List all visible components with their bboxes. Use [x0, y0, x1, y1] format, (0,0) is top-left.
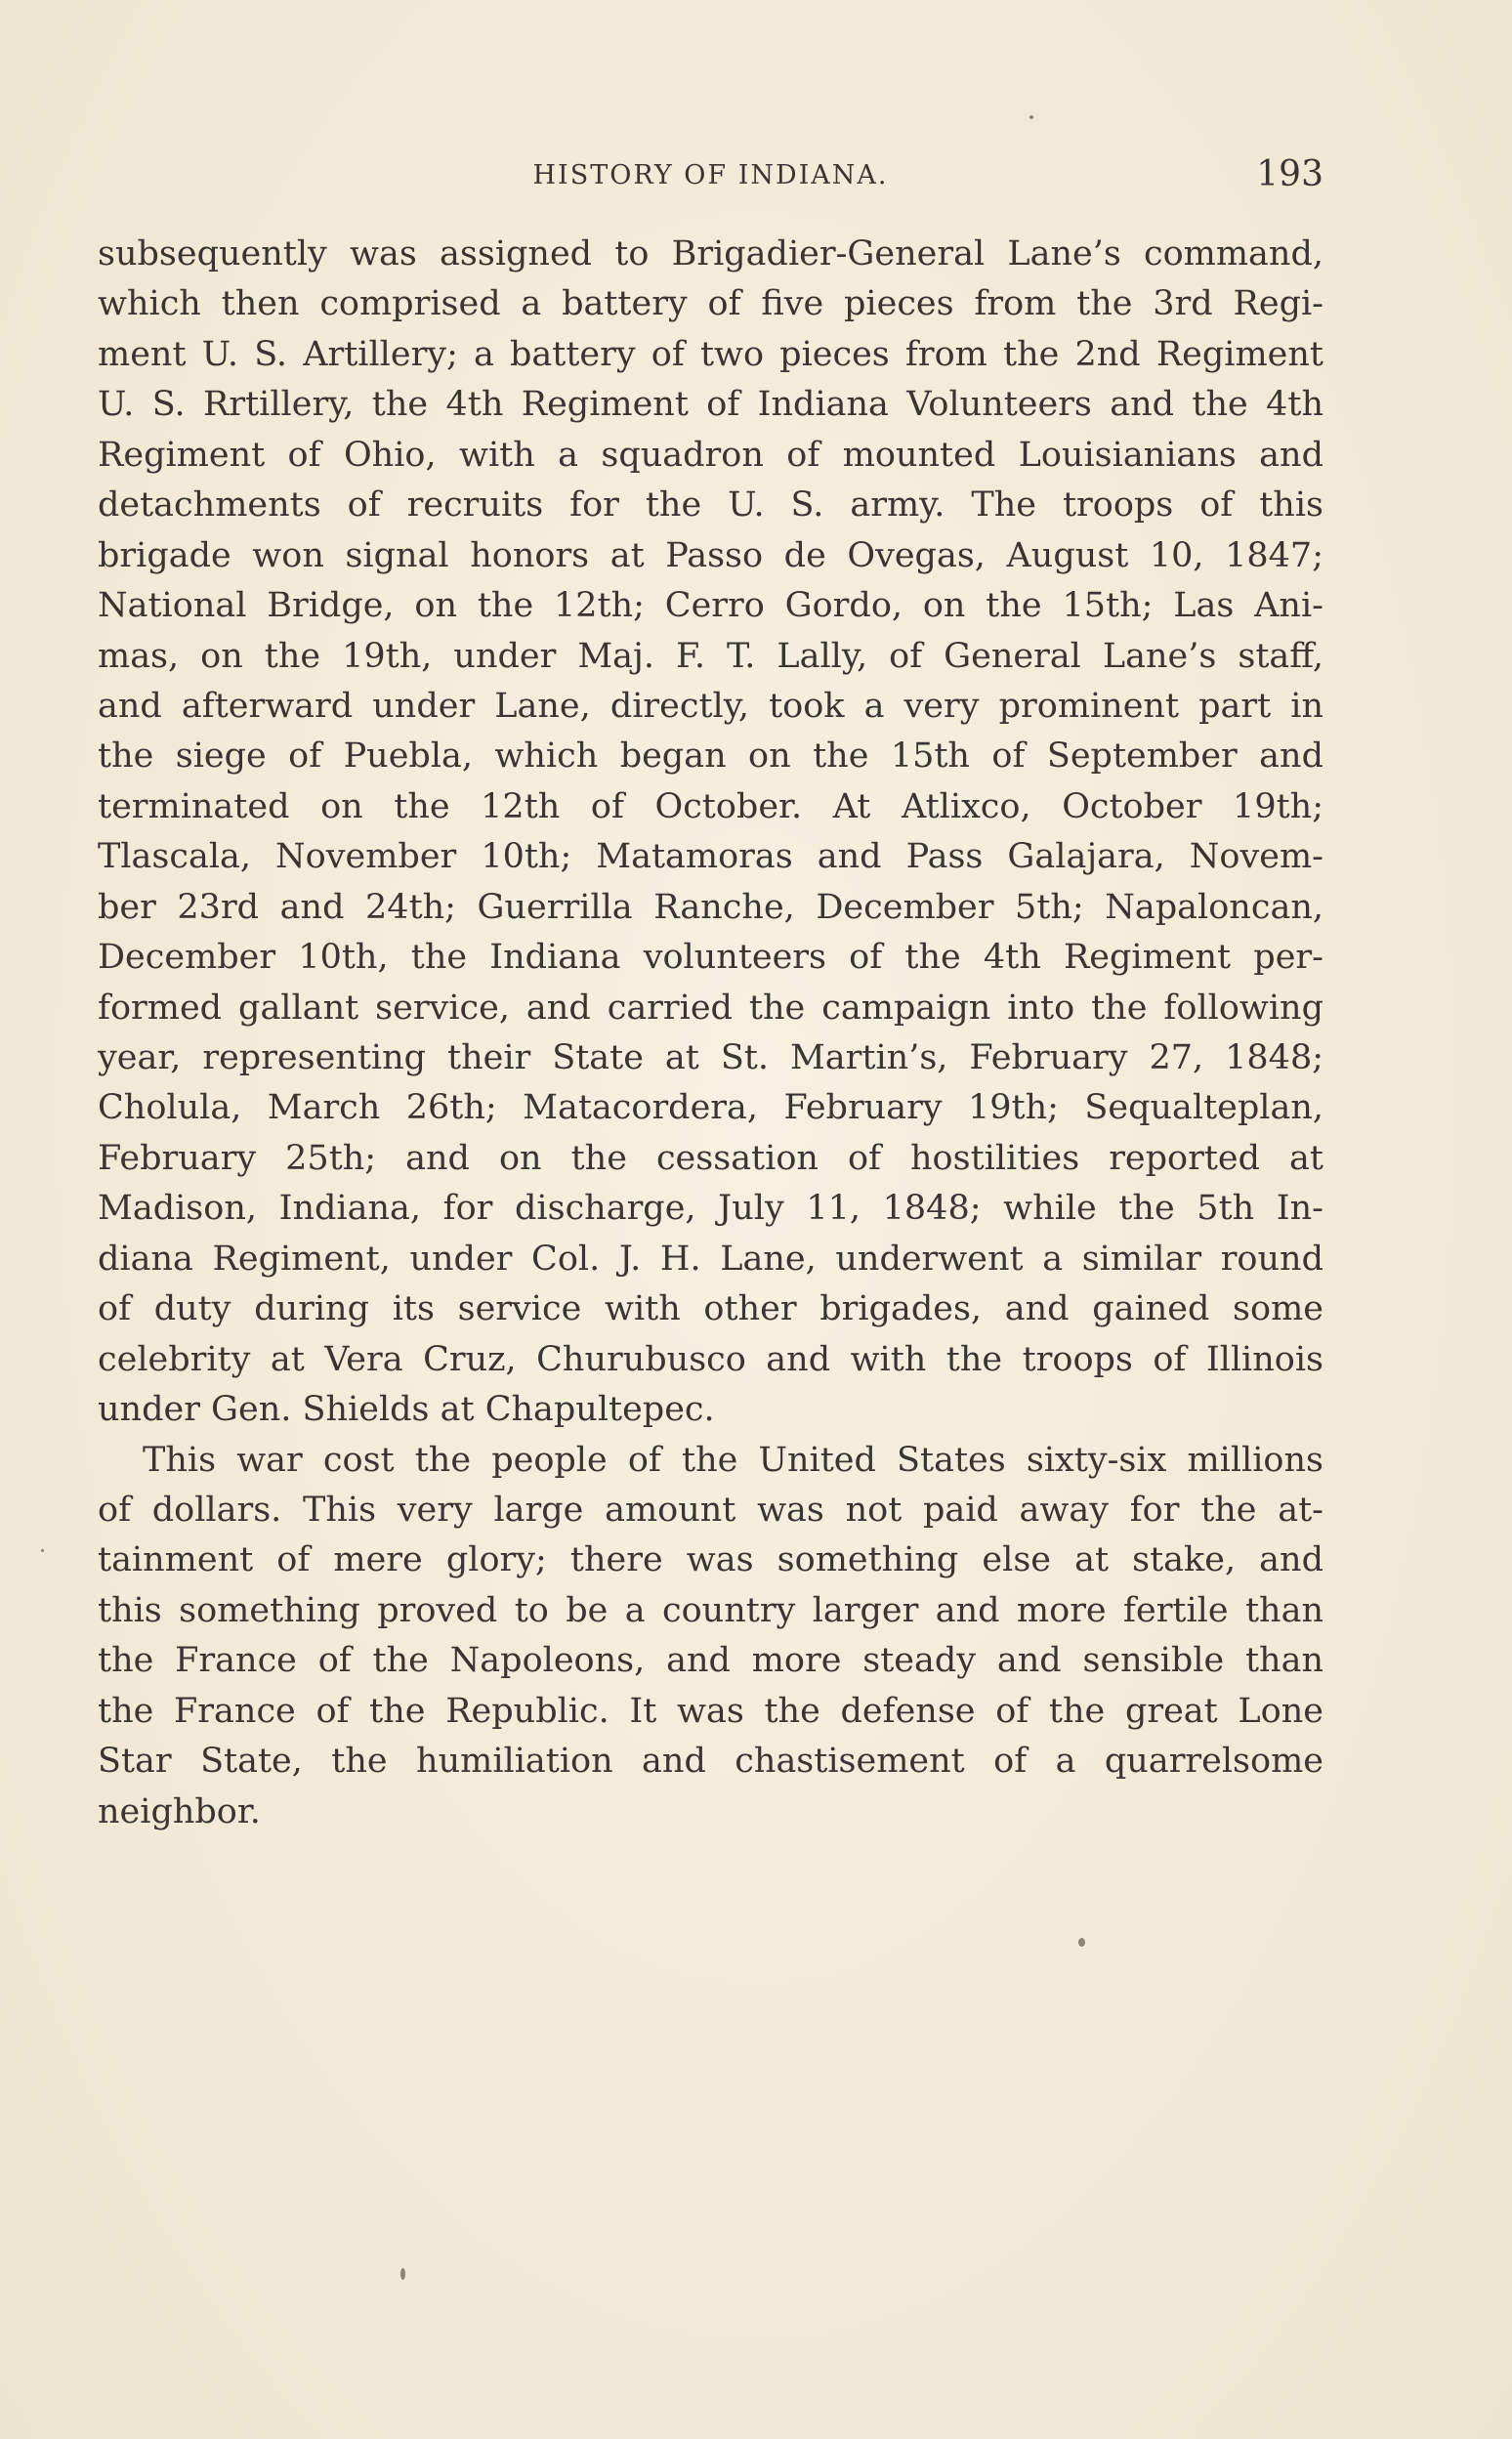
- running-head: [98, 154, 1323, 193]
- text-line: this something proved to be a country larger and more fertile than: [98, 1590, 1323, 1630]
- text-line: February 25th; and on the cessation of hostilities reported at: [98, 1138, 1323, 1178]
- text-line: Regiment of Ohio, with a squadron of mounted Louisianians and: [98, 435, 1323, 475]
- text-line: detachments of recruits for the U. S. army. The troops of this: [98, 485, 1323, 526]
- text-line: and afterward under Lane, directly, took a very prominent part in: [98, 686, 1323, 726]
- text-line: This war cost the people of the United States sixty-six millions: [143, 1440, 1323, 1480]
- text-line: mas, on the 19th, under Maj. F. T. Lally, of General Lane’s staff,: [98, 636, 1323, 676]
- paper-speck: [1029, 115, 1033, 119]
- text-line: neighbor.: [98, 1791, 261, 1831]
- text-line: formed gallant service, and carried the campaign into the following: [98, 988, 1323, 1028]
- text-line: tainment of mere glory; there was something else at stake, and: [98, 1540, 1323, 1580]
- text-line: Madison, Indiana, for discharge, July 11, 1848; while the 5th In-: [98, 1189, 1323, 1229]
- body-text: [98, 230, 1323, 1837]
- text-line: brigade won signal honors at Passo de Ovegas, August 10, 1847;: [98, 535, 1323, 575]
- text-line: the France of the Republic. It was the defense of the great Lone: [98, 1691, 1323, 1731]
- text-line: subsequently was assigned to Brigadier-General Lane’s command,: [98, 234, 1323, 273]
- text-line: year, representing their State at St. Martin’s, February 27, 1848;: [98, 1038, 1323, 1077]
- paragraph-2: [98, 1436, 1323, 1838]
- text-line: ber 23rd and 24th; Guerrilla Ranche, December 5th; Napaloncan,: [98, 887, 1323, 927]
- paragraph-1: [98, 230, 1323, 1436]
- text-line: the France of the Napoleons, and more steady and sensible than: [98, 1641, 1323, 1681]
- page-number: 193: [1256, 154, 1323, 194]
- text-line: celebrity at Vera Cruz, Churubusco and with the troops of Illinois: [98, 1339, 1323, 1379]
- paper-speck: [41, 1549, 44, 1552]
- text-line: U. S. Rrtillery, the 4th Regiment of Indiana Volunteers and the 4th: [98, 385, 1323, 425]
- text-line: ment U. S. Artillery; a battery of two pieces from the 2nd Regiment: [98, 334, 1323, 374]
- text-line: terminated on the 12th of October. At Atlixco, October 19th;: [98, 786, 1323, 826]
- running-title: HISTORY OF INDIANA.: [532, 160, 889, 190]
- text-line: December 10th, the Indiana volunteers of the 4th Regiment per-: [98, 938, 1323, 978]
- text-line: of duty during its service with other brigades, and gained some: [98, 1289, 1323, 1329]
- text-line: Cholula, March 26th; Matacordera, February 19th; Sequalteplan,: [98, 1088, 1323, 1128]
- paper-speck: [1078, 1938, 1085, 1947]
- text-line: diana Regiment, under Col. J. H. Lane, underwent a similar round: [98, 1239, 1323, 1279]
- text-line: Star State, the humiliation and chastisement of a quarrelsome: [98, 1742, 1323, 1782]
- text-line: which then comprised a battery of five pieces from the 3rd Regi-: [98, 284, 1323, 324]
- text-line: under Gen. Shields at Chapultepec.: [98, 1390, 715, 1430]
- text-line: the siege of Puebla, which began on the 15th of September and: [98, 736, 1323, 777]
- paper-speck: [400, 2268, 405, 2280]
- text-line: Tlascala, November 10th; Matamoras and Pass Galajara, Novem-: [98, 837, 1323, 877]
- text-line: of dollars. This very large amount was not paid away for the at-: [98, 1490, 1323, 1530]
- text-line: National Bridge, on the 12th; Cerro Gordo, on the 15th; Las Ani-: [98, 586, 1323, 626]
